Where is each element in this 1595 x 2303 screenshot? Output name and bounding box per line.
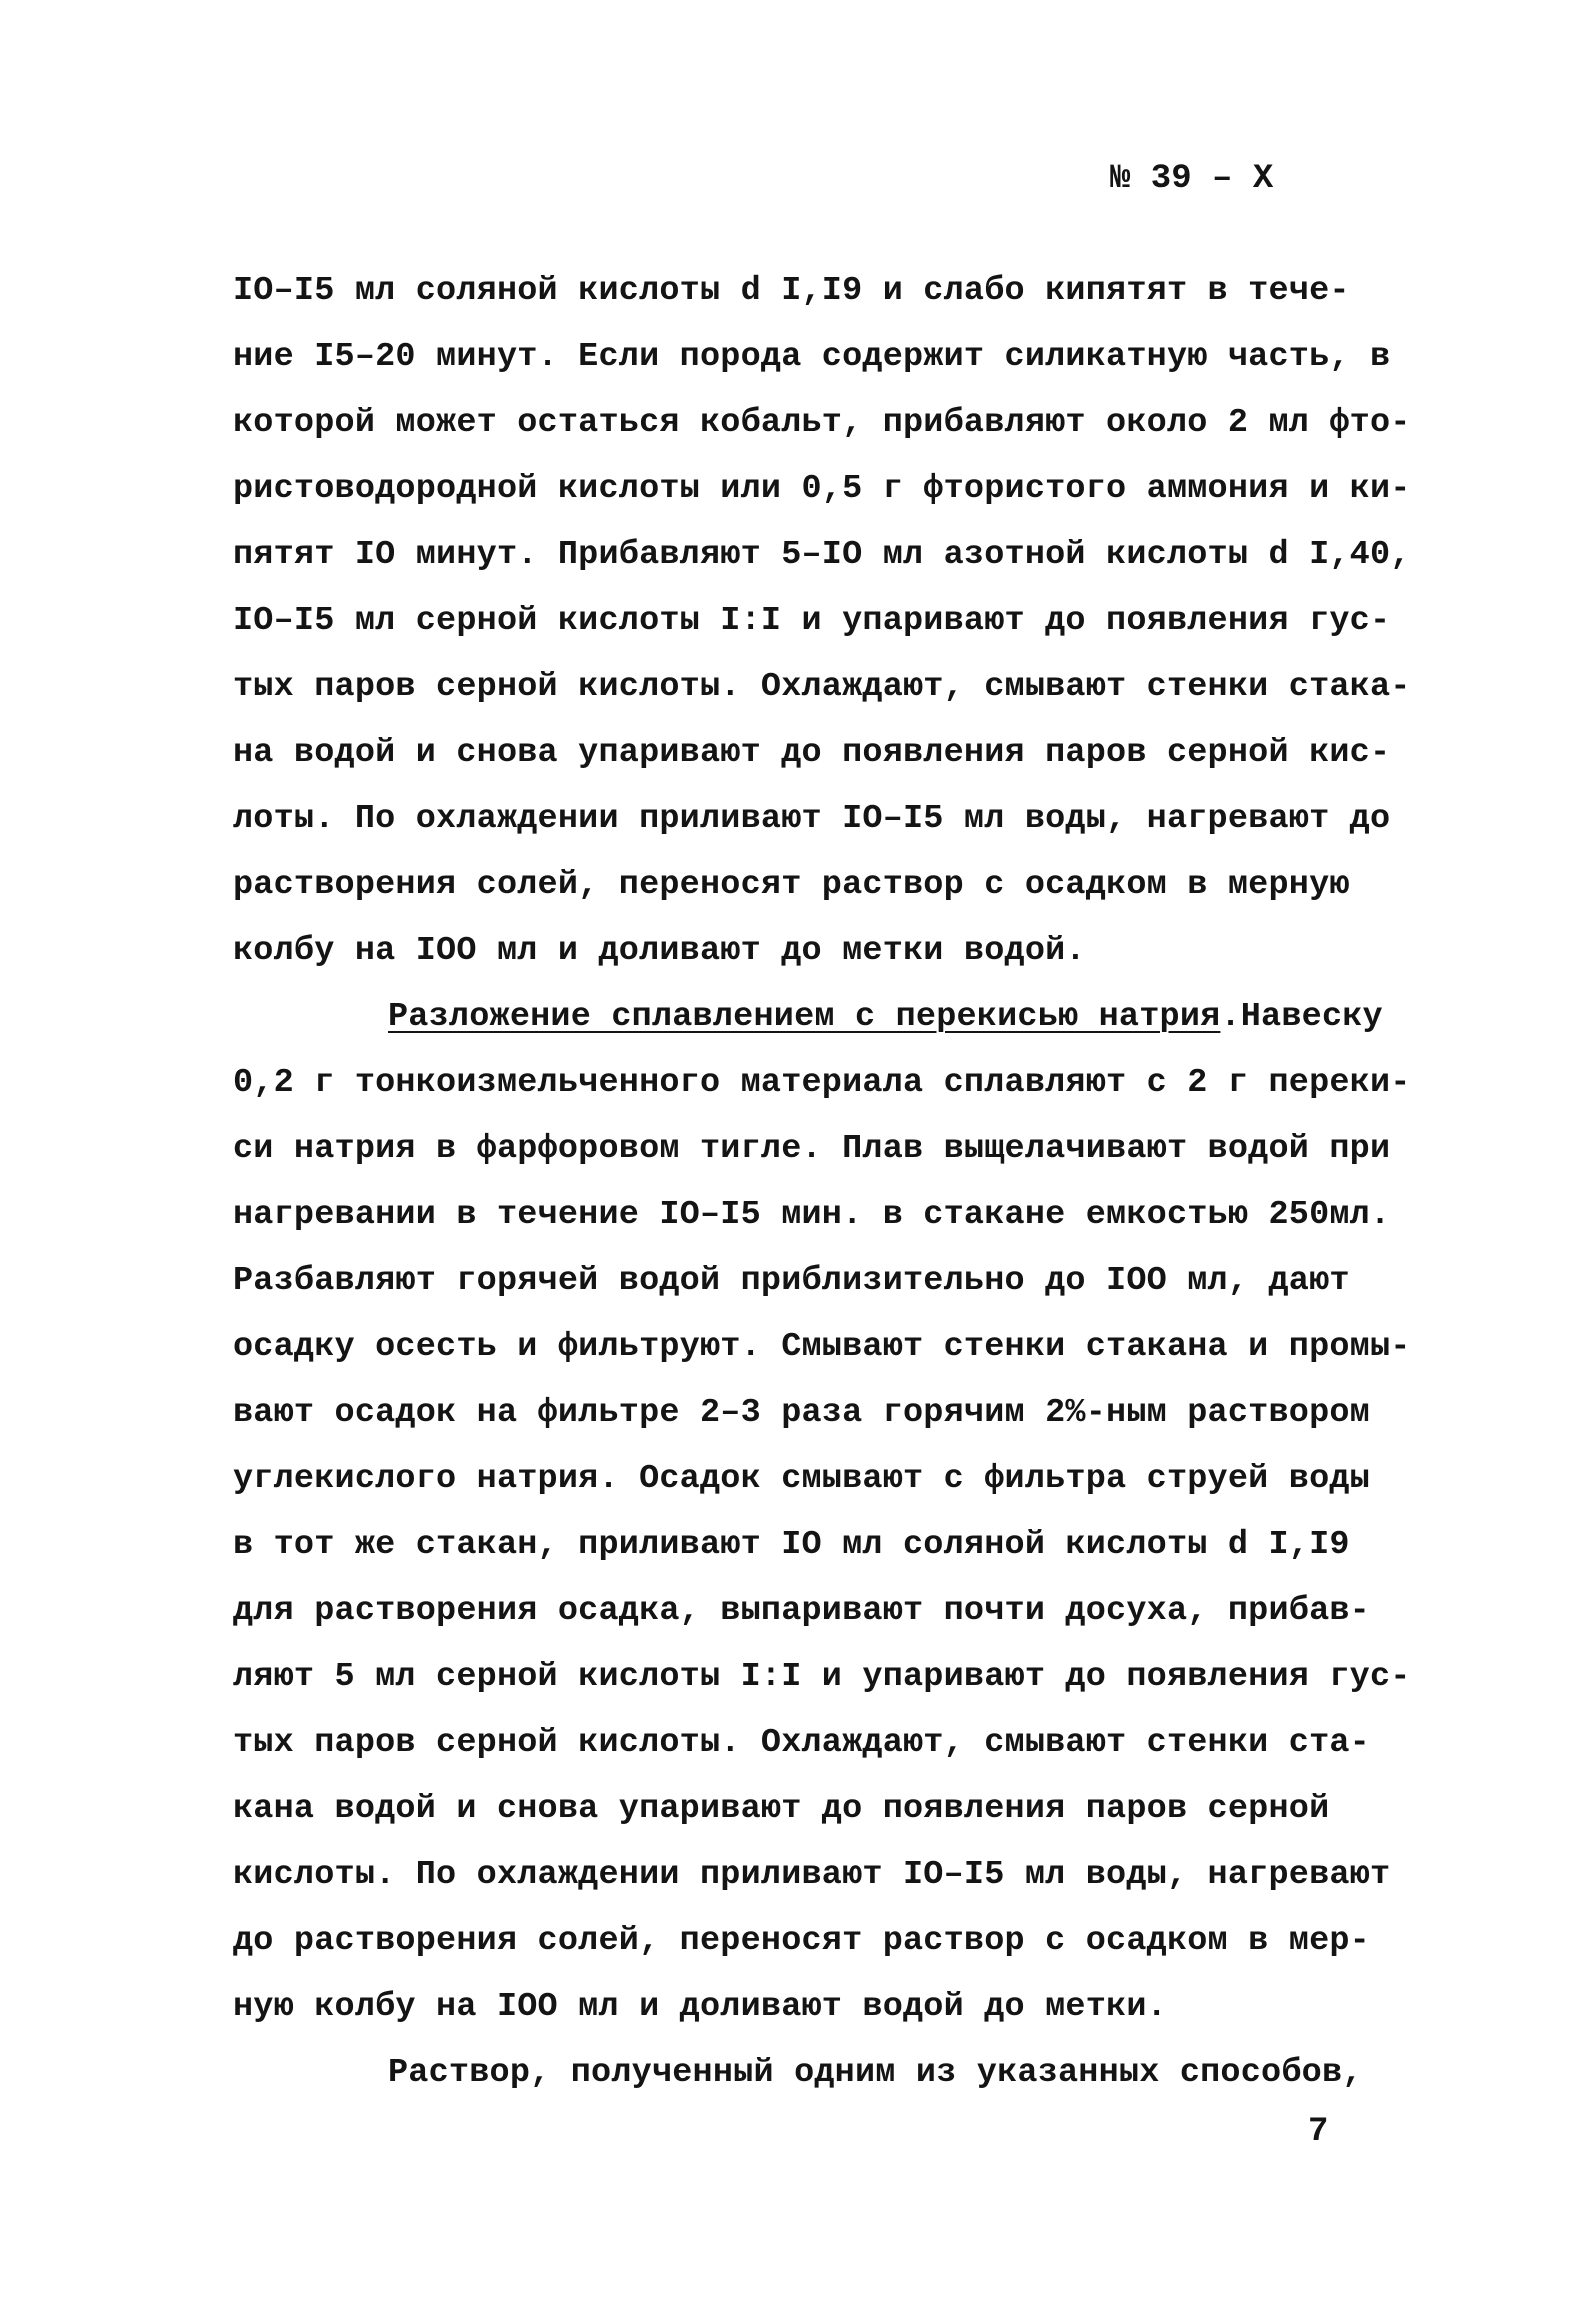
text-line: лоты. По охлаждении приливают IO–I5 мл воды, нагревают до <box>233 800 1391 838</box>
text-line: 0,2 г тонкоизмельченного материала сплавляют с 2 г переки- <box>233 1064 1411 1102</box>
text-line: Раствор, полученный одним из указанных способов, <box>388 2054 1363 2092</box>
text-line: для растворения осадка, выпаривают почти досуха, прибав- <box>233 1592 1370 1630</box>
text-line: ние I5–20 минут. Если порода содержит силикатную часть, в <box>233 338 1391 376</box>
text-line: углекислого натрия. Осадок смывают с фильтра струей воды <box>233 1460 1370 1498</box>
text-line: Разбавляют горячей водой приблизительно до IOO мл, дают <box>233 1262 1350 1300</box>
text-line: вают осадок на фильтре 2–3 раза горячим 2%-ным раствором <box>233 1394 1370 1432</box>
section-heading: Разложение сплавлением с перекисью натрия <box>388 998 1221 1036</box>
text-line: пятят IO минут. Прибавляют 5–IO мл азотной кислоты d I,40, <box>233 536 1411 574</box>
text-line: IO–I5 мл соляной кислоты d I,I9 и слабо кипятят в тече- <box>233 272 1350 310</box>
text-line: кислоты. По охлаждении приливают IO–I5 мл воды, нагревают <box>233 1856 1391 1894</box>
page-number: 7 <box>1308 2113 1329 2151</box>
text-line: IO–I5 мл серной кислоты I:I и упаривают до появления гус- <box>233 602 1391 640</box>
paragraph-sodium-peroxide-fusion <box>233 984 1411 2040</box>
text-line: кана водой и снова упаривают до появления паров серной <box>233 1790 1330 1828</box>
text-line: тых паров серной кислоты. Охлаждают, смывают стенки ста- <box>233 1724 1370 1762</box>
paragraph-continuation <box>233 258 1411 984</box>
body-text <box>233 258 1411 2106</box>
heading-line-rest: .Навеску <box>1220 998 1383 1036</box>
document-number: № 39 – X <box>1110 160 1274 198</box>
paragraph-solution <box>233 2040 1393 2106</box>
text-line: ляют 5 мл серной кислоты I:I и упаривают до появления гус- <box>233 1658 1411 1696</box>
text-line: на водой и снова упаривают до появления паров серной кис- <box>233 734 1391 772</box>
text-line <box>233 984 1393 1050</box>
text-line: до растворения солей, переносят раствор с осадком в мер- <box>233 1922 1370 1960</box>
text-line: нагревании в течение IO–I5 мин. в стакане емкостью 250мл. <box>233 1196 1391 1234</box>
text-line: си натрия в фарфоровом тигле. Плав выщелачивают водой при <box>233 1130 1391 1168</box>
text-line: в тот же стакан, приливают IO мл соляной кислоты d I,I9 <box>233 1526 1350 1564</box>
text-line: тых паров серной кислоты. Охлаждают, смывают стенки стака- <box>233 668 1411 706</box>
text-line: которой может остаться кобальт, прибавляют около 2 мл фто- <box>233 404 1411 442</box>
text-line: ную колбу на IOO мл и доливают водой до метки. <box>233 1988 1167 2026</box>
text-line: ристоводородной кислоты или 0,5 г фтористого аммония и ки- <box>233 470 1411 508</box>
text-line: растворения солей, переносят раствор с осадком в мерную <box>233 866 1350 904</box>
text-line: осадку осесть и фильтруют. Смывают стенки стакана и промы- <box>233 1328 1411 1366</box>
text-line: колбу на IOO мл и доливают до метки водой. <box>233 932 1086 970</box>
